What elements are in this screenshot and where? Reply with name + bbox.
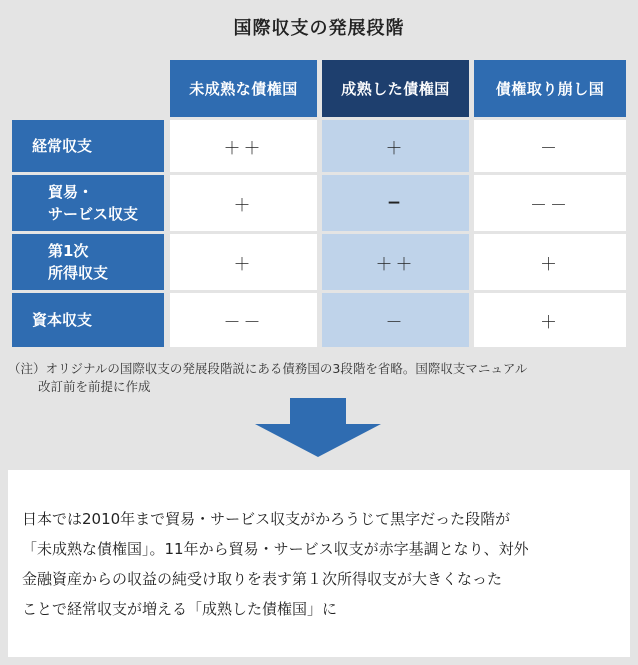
footnote-line2: 改訂前を前提に作成	[38, 379, 151, 394]
col-header-mature-creditor: 成熟した債権国	[322, 60, 469, 117]
value-trade-services-mature: −	[322, 175, 469, 231]
summary-line2: 「未成熟な債権国」。11年から貿易・サービス収支が赤字基調となり、対外	[22, 540, 529, 558]
row-header-trade-services-line1: 貿易・	[48, 183, 94, 201]
row-header-trade-services-line2: サービス収支	[48, 205, 139, 223]
value-trade-services-drawdown: －－	[474, 175, 626, 231]
row-header-primary-income-line2: 所得収支	[48, 264, 109, 282]
value-trade-services-immature: ＋	[170, 175, 317, 231]
row-header-primary-income-line1: 第1次	[48, 242, 89, 260]
value-current-account-immature: ＋＋	[170, 120, 317, 172]
value-capital-account-drawdown: ＋	[474, 293, 626, 347]
summary-box	[8, 470, 630, 657]
value-capital-account-immature: －－	[170, 293, 317, 347]
diagram-title: 国際収支の発展段階	[233, 18, 405, 39]
value-current-account-drawdown: －	[474, 120, 626, 172]
summary-line1: 日本では2010年まで貿易・サービス収支がかろうじて黒字だった段階が	[22, 510, 511, 528]
value-capital-account-mature: －	[322, 293, 469, 347]
value-primary-income-immature: ＋	[170, 234, 317, 290]
footnote-line1: （注）オリジナルの国際収支の発展段階説にある債務国の3段階を省略。国際収支マニュアル	[8, 361, 528, 376]
summary-line4: ことで経常収支が増える「成熟した債権国」に	[22, 600, 338, 618]
row-header-capital-account: 資本収支	[12, 293, 164, 347]
value-primary-income-drawdown: ＋	[474, 234, 626, 290]
col-header-immature-creditor: 未成熟な債権国	[170, 60, 317, 117]
summary-line3: 金融資産からの収益の純受け取りを表す第１次所得収支が大きくなった	[22, 570, 503, 588]
value-current-account-mature: ＋	[322, 120, 469, 172]
value-primary-income-mature: ＋＋	[322, 234, 469, 290]
col-header-creditor-drawdown: 債権取り崩し国	[474, 60, 626, 117]
row-header-current-account: 経常収支	[12, 120, 164, 172]
